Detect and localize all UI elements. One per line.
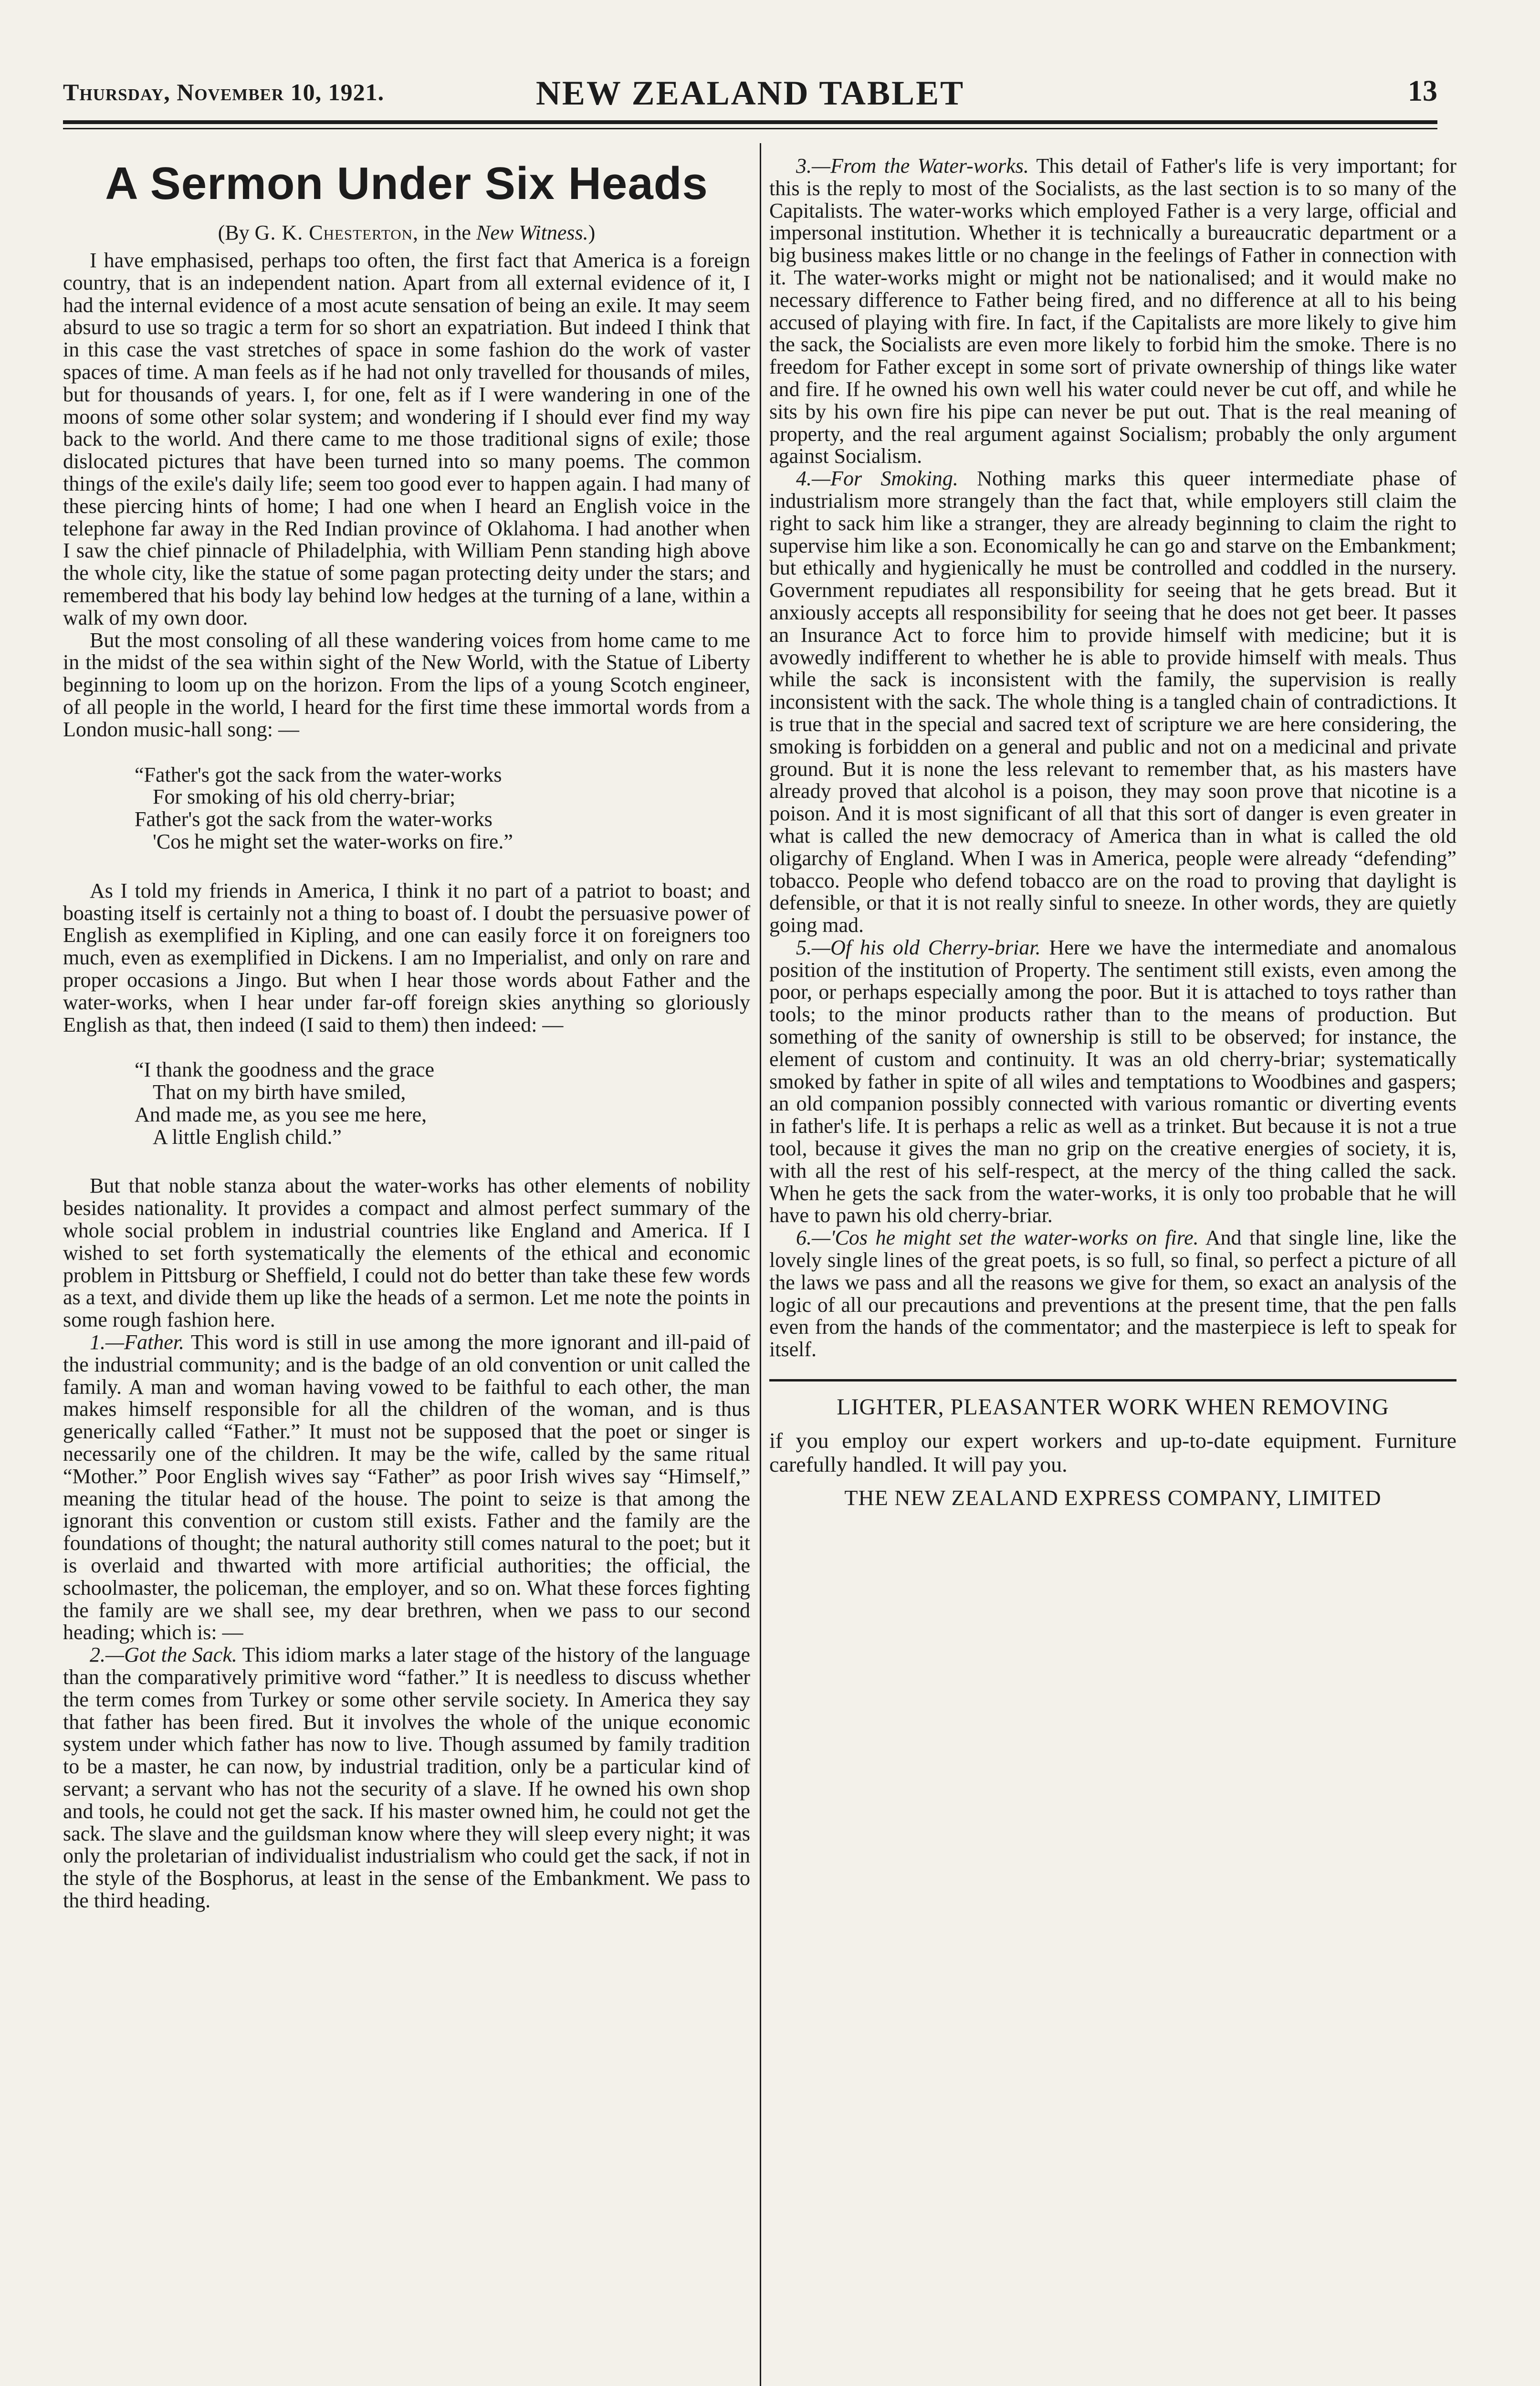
masthead-rule-thick — [63, 120, 1437, 124]
express-ad-headline: LIGHTER, PLEASANTER WORK WHEN REMOVING — [837, 1394, 1389, 1420]
article-headline: A Sermon Under Six Heads — [105, 158, 708, 209]
byline — [63, 220, 750, 245]
page-number: 13 — [1408, 75, 1437, 107]
heading-5-text: Here we have the intermediate and anomalous position of the institution of Property. The sentiment still exists, even among the poor, or perhaps especially among the poor. But it is attached to toys rather than tools; to the minor products rather than to the means of production. But something of the sanity of ownership is still to be observed; for instance, the element of custom and continuity. It was an old cherry-briar; systematically smoked by father in spite of all wiles and temptations to Woodbines and gaspers; an old companion possibly connected with various romantic or diverting events in father's life. It is perhaps a relic as well as a trinket. But because it is not a true tool, because it gives the man no grip on the creative energies of society, it is, with all the rest of his self-respect, at the mercy of the thing called the sack. When he gets the sack from the water-works, it is only too probable that he will have to pawn his old cherry-briar. — [769, 935, 1457, 1227]
heading-4-text: Nothing marks this queer intermediate phase of industrialism more strangely than the fact that, while employers still claim the right to sack him like a stranger, they are already beginning to claim the right to supervise him like a son. Economically he can go and starve on the Embankment; but ethically and hygienically he must be controlled and coddled in the nursery. Government repudiates all responsibility for seeing that he gets bread. But it anxiously accepts all responsibility for seeing that he does not get beer. It passes an Insurance Act to force him to provide himself with medicine; but it is avowedly indifferent to whether he is able to provide himself with meals. Thus while the sack is inconsistent with the family, the supervision is really inconsistent with the sack. The whole thing is a tangled chain of contradictions. It is true that in the special and sacred text of scripture we are here considering, the smoking is forbidden on a general and public and not on a medicinal and private ground. But it is none the less relevant to remember that, as his masters have already proved that alcohol is a poison, they may soon prove that nicotine is a poison. And it is most significant of all that this sort of danger is even greater in what is called the new democracy of America than in what is called the old oligarchy of England. When I was in America, people were already “defending” tobacco. People who defend tobacco are on the road to proving that daylight is defensible, or that it is not really sinful to sneeze. In other words, they are quietly going mad. — [769, 467, 1457, 937]
masthead — [63, 72, 1437, 110]
verse-line: “I thank the goodness and the grace — [135, 1058, 434, 1082]
heading-6-text: And that single line, like the lovely single lines of the great poets, is so full, so final, so perfect a picture of all the laws we pass and all the reasons we give for them, so exact an analysis of the logic of all our precautions and preventions at the present time, that the pen falls even from the hands of the commentator; and the masterpiece is left to speak for itself. — [769, 1226, 1456, 1361]
publication-title: NEW ZEALAND TABLET — [535, 74, 965, 112]
byline-source: New Witness. — [476, 221, 588, 244]
heading-3-text: This detail of Father's life is very important; for this is the reply to most of the Socialists, as the last section is to so many of the Capitalists. The water-works which employed Father is a very large, official and impersonal institution. Whether it is technically a bureaucratic department or a big business makes little or no change in the feelings of Father in connection with it. The water-works might or might not be nationalised; and it would make no necessary difference to Father being fired, and no difference at all to his being accused of playing with fire. In fact, if the Capitalists are more likely to give him the sack, the Socialists are even more likely to forbid him the smoke. There is no freedom for Father except in some sort of private ownership of things like water and fire. If he owned his own well his water could never be cut off, and while he sits by his own fire his pipe can never be put out. That is the real meaning of property, and the real argument against Socialism; probably the only argument against Socialism. — [769, 154, 1456, 468]
verse-line: Father's got the sack from the water-works — [135, 807, 492, 831]
verse-line: For smoking of his old cherry-briar; — [153, 785, 456, 809]
byline-post: ) — [588, 221, 596, 244]
heading-3-water-works — [769, 155, 1456, 468]
heading-1-label: 1.—Father. — [90, 1330, 184, 1354]
heading-2-got-the-sack — [63, 1644, 750, 1912]
paragraph-2: But the most consoling of all these wandering voices from home came to me in the midst of the sea within sight of the New World, with the Statue of Liberty beginning to loom up on the horizon. From the lips of a young Scotch engineer, of all people in the world, I heard for the first time these immortal words from a London music-hall song: — — [63, 628, 750, 741]
verse-line: 'Cos he might set the water-works on fire.” — [153, 829, 513, 853]
express-ad-company: THE NEW ZEALAND EXPRESS COMPANY, LIMITED — [844, 1486, 1382, 1510]
verse-english-child — [135, 1059, 750, 1148]
paragraph-4: But that noble stanza about the water-works has other elements of nobility besides nationality. It provides a compact and almost perfect summary of the whole social problem in industrial countries like England and America. If I wished to set forth systematically the elements of the ethical and economic problem in Pittsburg or Sheffield, I could not do better than take these few words as a text, and divide them up like the heads of a sermon. Let me note the points in some rough fashion here. — [63, 1174, 750, 1332]
heading-4-for-smoking — [769, 468, 1456, 937]
heading-2-label: 2.—Got the Sack. — [90, 1643, 237, 1667]
heading-1-text: This word is still in use among the more ignorant and ill-paid of the industrial community; and is the badge of an old convention or unit called the family. A man and woman having vowed to be faithful to each other, the man makes himself responsible for all the children of the woman, and is thus generically called “Father.” It must not be supposed that the poet or singer is necessarily one of the children. It may be the wife, called by the same ritual “Mother.” Poor English wives say “Father” as poor Irish wives say “Himself,” meaning the titular head of the house. The point to seize is that among the ignorant this convention or custom still exists. Father and the family are the foundations of thought; the natural authority still comes natural to the poet; but it is overlaid and thwarted with more artificial authorities; the official, the schoolmaster, the policeman, the employer, and so on. What these forces fighting the family are we shall see, my dear brethren, when we pass to our second heading; which is: — — [63, 1330, 750, 1644]
heading-1-father — [63, 1331, 750, 1644]
byline-author: G. K. Chesterton, — [254, 221, 419, 244]
heading-5-label: 5.—Of his old Cherry-briar. — [796, 935, 1041, 959]
byline-pre: (By — [218, 221, 250, 244]
left-column — [63, 157, 750, 1912]
express-company-advertisement — [769, 1379, 1456, 1510]
heading-4-label: 4.—For Smoking. — [796, 467, 958, 491]
masthead-rule-thin — [63, 128, 1437, 129]
right-column — [769, 155, 1456, 1510]
column-divider — [760, 143, 761, 2386]
byline-mid: in the — [423, 221, 471, 244]
heading-2-text: This idiom marks a later stage of the history of the language than the comparatively primitive word “father.” It is needless to discuss whether the term comes from Turkey or some other servile society. In America they say that father has been fired. But it involves the whole of the unique economic system under which father has now to live. Though assumed by family tradition to be a master, he can now, by industrial tradition, only be a particular kind of servant; a servant who has not the security of a slave. If he owned his own shop and tools, he could not get the sack. If his master owned him, he could not get the sack. The slave and the guildsman know where they will sleep every night; it was only the proletarian of individualist industrialism who could get the sack, if not in the style of the Bosphorus, at least in the sense of the Embankment. We pass to the third heading. — [63, 1643, 751, 1912]
express-ad-body: if you employ our expert workers and up-to-date equipment. Furniture carefully handled. It will pay you. — [769, 1428, 1456, 1477]
issue-date: Thursday, November 10, 1921. — [63, 79, 385, 105]
verse-line: That on my birth have smiled, — [153, 1080, 406, 1104]
heading-6-label: 6.—'Cos he might set the water-works on fire. — [796, 1226, 1199, 1250]
heading-3-label: 3.—From the Water-works. — [796, 154, 1029, 178]
verse-line: A little English child.” — [153, 1125, 342, 1149]
heading-6-set-on-fire — [769, 1227, 1456, 1361]
verse-water-works — [135, 764, 750, 853]
verse-line: And made me, as you see me here, — [135, 1102, 427, 1126]
verse-line: “Father's got the sack from the water-works — [135, 763, 502, 786]
paragraph-1: I have emphasised, perhaps too often, the first fact that America is a foreign country, that is an independent nation. Apart from all external evidence of it, I had the internal evidence of a most acute sensation of being an exile. It may seem absurd to use so tragic a term for so short an expatriation. But indeed I think that in this case the vast stretches of space in some fashion do the work of vaster spaces of time. A man feels as if he had not only travelled for thousands of miles, but for thousands of years. I, for one, felt as if I were wandering in one of the moons of some other solar system; and wondering if I should ever find my way back to the world. And there came to me those traditional signs of exile; those dislocated pictures that have been turned into so many poems. The common things of the exile's daily life; seem too good ever to happen again. I had many of these piercing hints of home; I had one when I heard an English voice in the telephone far away in the Red Indian province of Oklahoma. I had another when I saw the chief pinnacle of Philadelphia, with William Penn standing high above the whole city, like the statue of some pagan protecting deity under the stars; and remembered that his body lay behind low hedges at the turning of a lane, within a walk of my own door. — [63, 249, 750, 629]
paragraph-3: As I told my friends in America, I think it no part of a patriot to boast; and boasting itself is certainly not a thing to boast of. I doubt the persuasive power of English as exemplified in Kipling, and one can easily force it on foreigners too much, even as exemplified in Dickens. I am no Imperialist, and only on rare and proper occasions a Jingo. But when I hear those words about Father and the water-works, when I hear under far-off foreign skies anything so gloriously English as that, then indeed (I said to them) then indeed: — — [63, 879, 750, 1036]
heading-5-cherry-briar — [769, 937, 1456, 1227]
